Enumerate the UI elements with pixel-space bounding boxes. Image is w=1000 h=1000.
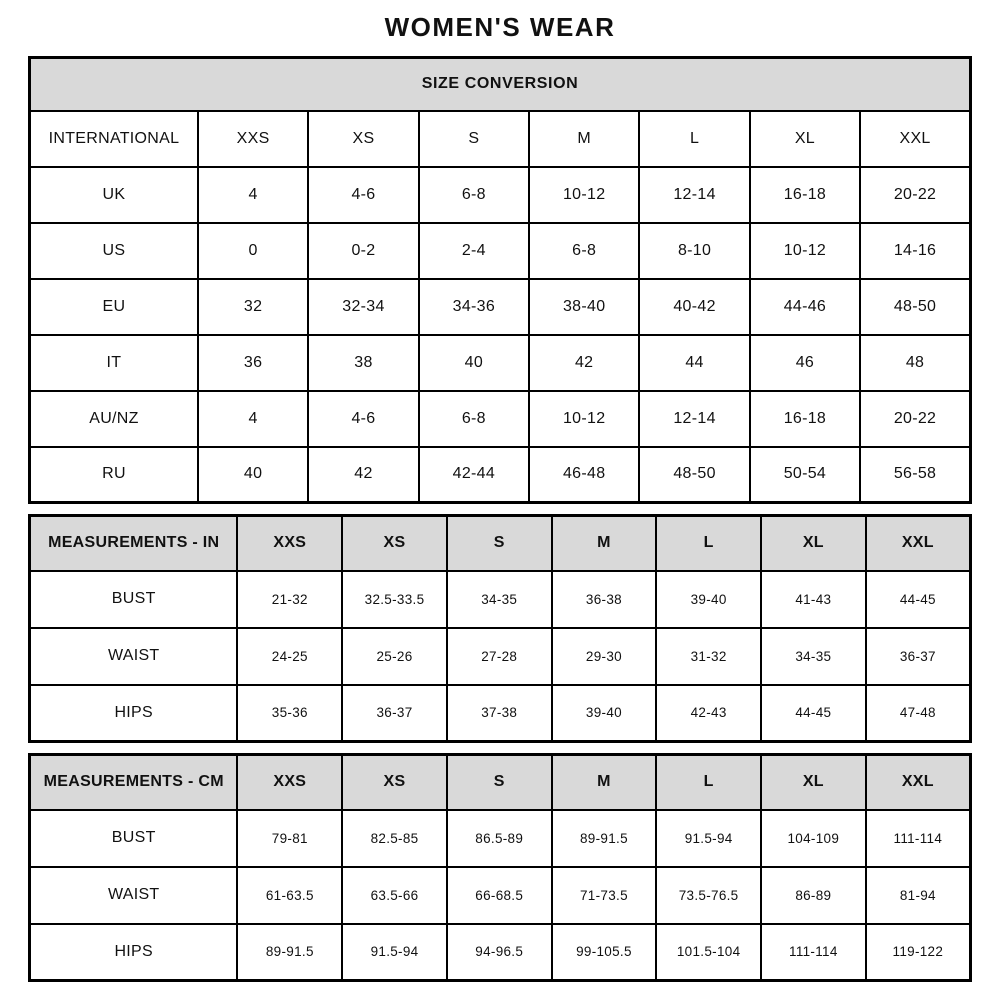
table-row — [30, 335, 971, 391]
table-row — [30, 223, 971, 279]
table-cell: 4 — [198, 167, 308, 223]
table-cell: 44-45 — [866, 571, 971, 628]
table-cell: 12-14 — [639, 391, 749, 447]
table-cell: 104-109 — [761, 810, 866, 867]
table-cell: 2-4 — [419, 223, 529, 279]
table-cell: 56-58 — [860, 447, 970, 503]
row-label: WAIST — [30, 628, 238, 685]
column-header: L — [656, 755, 761, 810]
table-cell: 31-32 — [656, 628, 761, 685]
spacer — [28, 504, 972, 514]
column-header-row — [30, 111, 971, 167]
column-header: XXS — [198, 111, 308, 167]
table-cell: 34-36 — [419, 279, 529, 335]
column-header: XL — [750, 111, 860, 167]
row-label: AU/NZ — [30, 391, 198, 447]
table-cell: 0 — [198, 223, 308, 279]
table-cell: 20-22 — [860, 167, 970, 223]
table-cell: 38-40 — [529, 279, 639, 335]
table-cell: 37-38 — [447, 685, 552, 742]
row-label: BUST — [30, 810, 238, 867]
table-cell: 81-94 — [866, 867, 971, 924]
table-cell: 46 — [750, 335, 860, 391]
column-header: XXL — [866, 516, 971, 571]
table-row — [30, 867, 971, 924]
spacer — [28, 743, 972, 753]
column-header: INTERNATIONAL — [30, 111, 198, 167]
table-title-row — [30, 58, 971, 111]
table-cell: 4-6 — [308, 167, 418, 223]
table-cell: 35-36 — [237, 685, 342, 742]
table-cell: 24-25 — [237, 628, 342, 685]
table-cell: 73.5-76.5 — [656, 867, 761, 924]
table-cell: 94-96.5 — [447, 924, 552, 981]
column-header: XXL — [866, 755, 971, 810]
table-cell: 39-40 — [656, 571, 761, 628]
column-header: L — [639, 111, 749, 167]
table-cell: 29-30 — [552, 628, 657, 685]
table-cell: 40-42 — [639, 279, 749, 335]
table-row — [30, 685, 971, 742]
table-cell: 82.5-85 — [342, 810, 447, 867]
column-header: XXS — [237, 516, 342, 571]
column-header: XXS — [237, 755, 342, 810]
table-cell: 10-12 — [529, 391, 639, 447]
row-label: HIPS — [30, 924, 238, 981]
table-cell: 89-91.5 — [552, 810, 657, 867]
column-header: XL — [761, 755, 866, 810]
table-cell: 32.5-33.5 — [342, 571, 447, 628]
column-header: S — [447, 516, 552, 571]
table-cell: 42-43 — [656, 685, 761, 742]
table-cell: 34-35 — [447, 571, 552, 628]
column-header: M — [552, 755, 657, 810]
row-label: WAIST — [30, 867, 238, 924]
row-label: UK — [30, 167, 198, 223]
column-header: S — [447, 755, 552, 810]
table-cell: 91.5-94 — [342, 924, 447, 981]
table-cell: 48-50 — [860, 279, 970, 335]
column-header: XL — [761, 516, 866, 571]
table-cell: 48-50 — [639, 447, 749, 503]
table-cell: 12-14 — [639, 167, 749, 223]
table-cell: 48 — [860, 335, 970, 391]
table-cell: 8-10 — [639, 223, 749, 279]
size-conversion-title: SIZE CONVERSION — [30, 58, 971, 111]
table-cell: 27-28 — [447, 628, 552, 685]
table-cell: 16-18 — [750, 167, 860, 223]
table-cell: 14-16 — [860, 223, 970, 279]
column-header: S — [419, 111, 529, 167]
table-cell: 6-8 — [419, 391, 529, 447]
table-cell: 44 — [639, 335, 749, 391]
table-cell: 34-35 — [761, 628, 866, 685]
column-header: MEASUREMENTS - IN — [30, 516, 238, 571]
column-header: XS — [342, 516, 447, 571]
table-row — [30, 391, 971, 447]
row-label: HIPS — [30, 685, 238, 742]
table-cell: 71-73.5 — [552, 867, 657, 924]
table-cell: 36-37 — [342, 685, 447, 742]
column-header-row — [30, 755, 971, 810]
table-cell: 42-44 — [419, 447, 529, 503]
table-cell: 44-45 — [761, 685, 866, 742]
table-row — [30, 167, 971, 223]
table-cell: 47-48 — [866, 685, 971, 742]
table-cell: 36-38 — [552, 571, 657, 628]
table-cell: 32 — [198, 279, 308, 335]
table-cell: 21-32 — [237, 571, 342, 628]
row-label: RU — [30, 447, 198, 503]
size-conversion-table — [28, 56, 972, 504]
row-label: BUST — [30, 571, 238, 628]
column-header: XS — [342, 755, 447, 810]
table-cell: 36 — [198, 335, 308, 391]
table-cell: 86.5-89 — [447, 810, 552, 867]
table-cell: 16-18 — [750, 391, 860, 447]
table-cell: 4-6 — [308, 391, 418, 447]
table-cell: 10-12 — [529, 167, 639, 223]
table-cell: 46-48 — [529, 447, 639, 503]
table-cell: 66-68.5 — [447, 867, 552, 924]
table-cell: 41-43 — [761, 571, 866, 628]
table-cell: 101.5-104 — [656, 924, 761, 981]
table-cell: 25-26 — [342, 628, 447, 685]
table-cell: 111-114 — [761, 924, 866, 981]
table-cell: 119-122 — [866, 924, 971, 981]
table-cell: 42 — [308, 447, 418, 503]
table-row — [30, 571, 971, 628]
row-label: IT — [30, 335, 198, 391]
table-cell: 10-12 — [750, 223, 860, 279]
table-cell: 40 — [198, 447, 308, 503]
column-header-row — [30, 516, 971, 571]
table-row — [30, 447, 971, 503]
table-cell: 111-114 — [866, 810, 971, 867]
table-cell: 36-37 — [866, 628, 971, 685]
row-label: US — [30, 223, 198, 279]
table-row — [30, 924, 971, 981]
page-title: WOMEN'S WEAR — [384, 12, 616, 42]
table-cell: 50-54 — [750, 447, 860, 503]
measurements-in-table — [28, 514, 972, 743]
table-cell: 32-34 — [308, 279, 418, 335]
table-cell: 0-2 — [308, 223, 418, 279]
column-header: XXL — [860, 111, 970, 167]
table-row — [30, 628, 971, 685]
table-cell: 6-8 — [419, 167, 529, 223]
table-cell: 39-40 — [552, 685, 657, 742]
column-header: L — [656, 516, 761, 571]
table-cell: 20-22 — [860, 391, 970, 447]
table-cell: 40 — [419, 335, 529, 391]
table-cell: 4 — [198, 391, 308, 447]
row-label: EU — [30, 279, 198, 335]
table-cell: 61-63.5 — [237, 867, 342, 924]
table-cell: 99-105.5 — [552, 924, 657, 981]
table-cell: 6-8 — [529, 223, 639, 279]
table-cell: 63.5-66 — [342, 867, 447, 924]
table-row — [30, 810, 971, 867]
table-cell: 42 — [529, 335, 639, 391]
table-cell: 44-46 — [750, 279, 860, 335]
column-header: M — [552, 516, 657, 571]
table-cell: 79-81 — [237, 810, 342, 867]
table-cell: 89-91.5 — [237, 924, 342, 981]
measurements-cm-table — [28, 753, 972, 982]
column-header: MEASUREMENTS - CM — [30, 755, 238, 810]
table-cell: 91.5-94 — [656, 810, 761, 867]
table-row — [30, 279, 971, 335]
column-header: XS — [308, 111, 418, 167]
table-cell: 86-89 — [761, 867, 866, 924]
table-cell: 38 — [308, 335, 418, 391]
column-header: M — [529, 111, 639, 167]
